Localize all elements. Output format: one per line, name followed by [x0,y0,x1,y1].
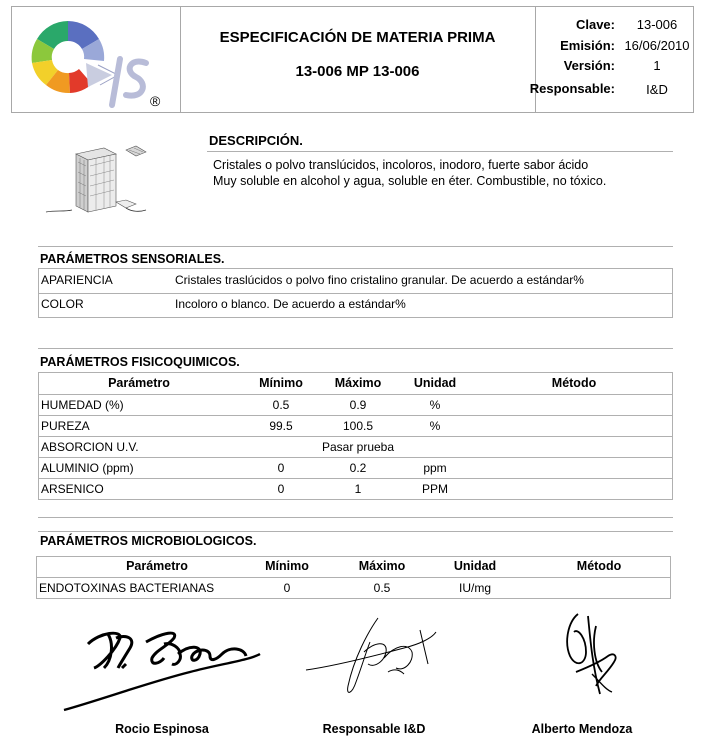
signature-name: Alberto Mendoza [531,722,633,736]
column-header: Método [551,376,597,390]
table-row [39,395,672,416]
description-line: Cristales o polvo translúcidos, incoloros, inodoro, fuerte sabor ácido [213,158,589,172]
param-max: 100.5 [342,419,374,433]
meta-label-responsable: Responsable: [529,81,615,96]
section-heading-sensoriales: PARÁMETROS SENSORIALES. [40,252,225,266]
meta-value-responsable: I&D [646,82,668,97]
table-row [37,578,670,598]
crystal-illustration [42,140,152,222]
fisicoquimicos-table [38,372,673,500]
sensoriales-table [38,268,673,318]
param-name: ALUMINIO (ppm) [41,461,134,475]
param-max: 1 [354,482,362,496]
column-header: Unidad [453,559,497,573]
table-row [39,416,672,437]
meta-label-clave: Clave: [575,17,615,32]
param-min: 0 [277,482,285,496]
column-header: Método [576,559,622,573]
table-header-row [39,373,672,395]
document-header [11,6,694,113]
param-min: 0.5 [272,398,290,412]
param-spanned-value: Pasar prueba [321,440,395,454]
table-row [39,294,672,317]
column-header: Parámetro [126,559,188,573]
param-name: ENDOTOXINAS BACTERIANAS [39,581,215,595]
param-name: ARSENICO [41,482,104,496]
param-name: PUREZA [41,419,90,433]
microbiologicos-table [36,556,671,599]
column-header: Mínimo [265,559,309,573]
document-title: ESPECIFICACIÓN DE MATERIA PRIMA [219,29,496,46]
param-name: APARIENCIA [41,273,113,287]
signature-alberto-mendoza [556,612,626,702]
registered-mark: ® [150,93,161,109]
param-unit: IU/mg [458,581,491,595]
meta-value-version: 1 [653,58,661,73]
param-max: 0.9 [349,398,367,412]
column-header: Máximo [334,376,382,390]
table-row [39,269,672,294]
param-name: HUMEDAD (%) [41,398,124,412]
table-header-row [37,557,670,578]
divider [38,246,673,247]
document-code: 13-006 MP 13-006 [295,63,420,80]
section-heading-fisicoquimicos: PARÁMETROS FISICOQUIMICOS. [40,355,240,369]
meta-label-emision: Emisión: [560,38,615,53]
meta-cell [529,7,693,112]
logo-cell [12,7,181,112]
column-header: Unidad [413,376,457,390]
section-heading-microbiologicos: PARÁMETROS MICROBIOLOGICOS. [40,534,257,548]
divider [38,531,673,532]
signature-name: Rocio Espinosa [115,722,209,736]
column-header: Mínimo [259,376,303,390]
title-cell [180,7,536,112]
param-unit: % [429,419,441,433]
table-row [39,458,672,479]
meta-value-emision: 16/06/2010 [624,38,690,53]
column-header: Parámetro [108,376,170,390]
table-row [39,479,672,499]
param-name: ABSORCION U.V. [41,440,139,454]
param-min: 0 [283,581,291,595]
signature-name: Responsable I&D [322,722,426,736]
param-unit: % [429,398,441,412]
param-min: 0 [277,461,285,475]
param-min: 99.5 [269,419,293,433]
param-value: Cristales traslúcidos o polvo fino cristalino granular. De acuerdo a estándar% [175,273,584,287]
divider [38,348,673,349]
param-unit: ppm [423,461,447,475]
param-unit: PPM [421,482,448,496]
meta-label-version: Versión: [563,58,615,73]
param-value: Incoloro o blanco. De acuerdo a estándar% [175,297,406,311]
table-row [39,437,672,458]
param-max: 0.2 [349,461,367,475]
divider [207,151,673,152]
signature-responsable [304,612,439,702]
signature-rocio-espinosa [60,624,265,716]
description-heading: DESCRIPCIÓN. [209,133,303,148]
param-max: 0.5 [373,581,391,595]
description-line: Muy soluble en alcohol y agua, soluble en éter. Combustible, no tóxico. [213,174,607,188]
meta-value-clave: 13-006 [636,17,678,32]
column-header: Máximo [358,559,406,573]
divider [38,517,673,518]
param-name: COLOR [41,297,84,311]
